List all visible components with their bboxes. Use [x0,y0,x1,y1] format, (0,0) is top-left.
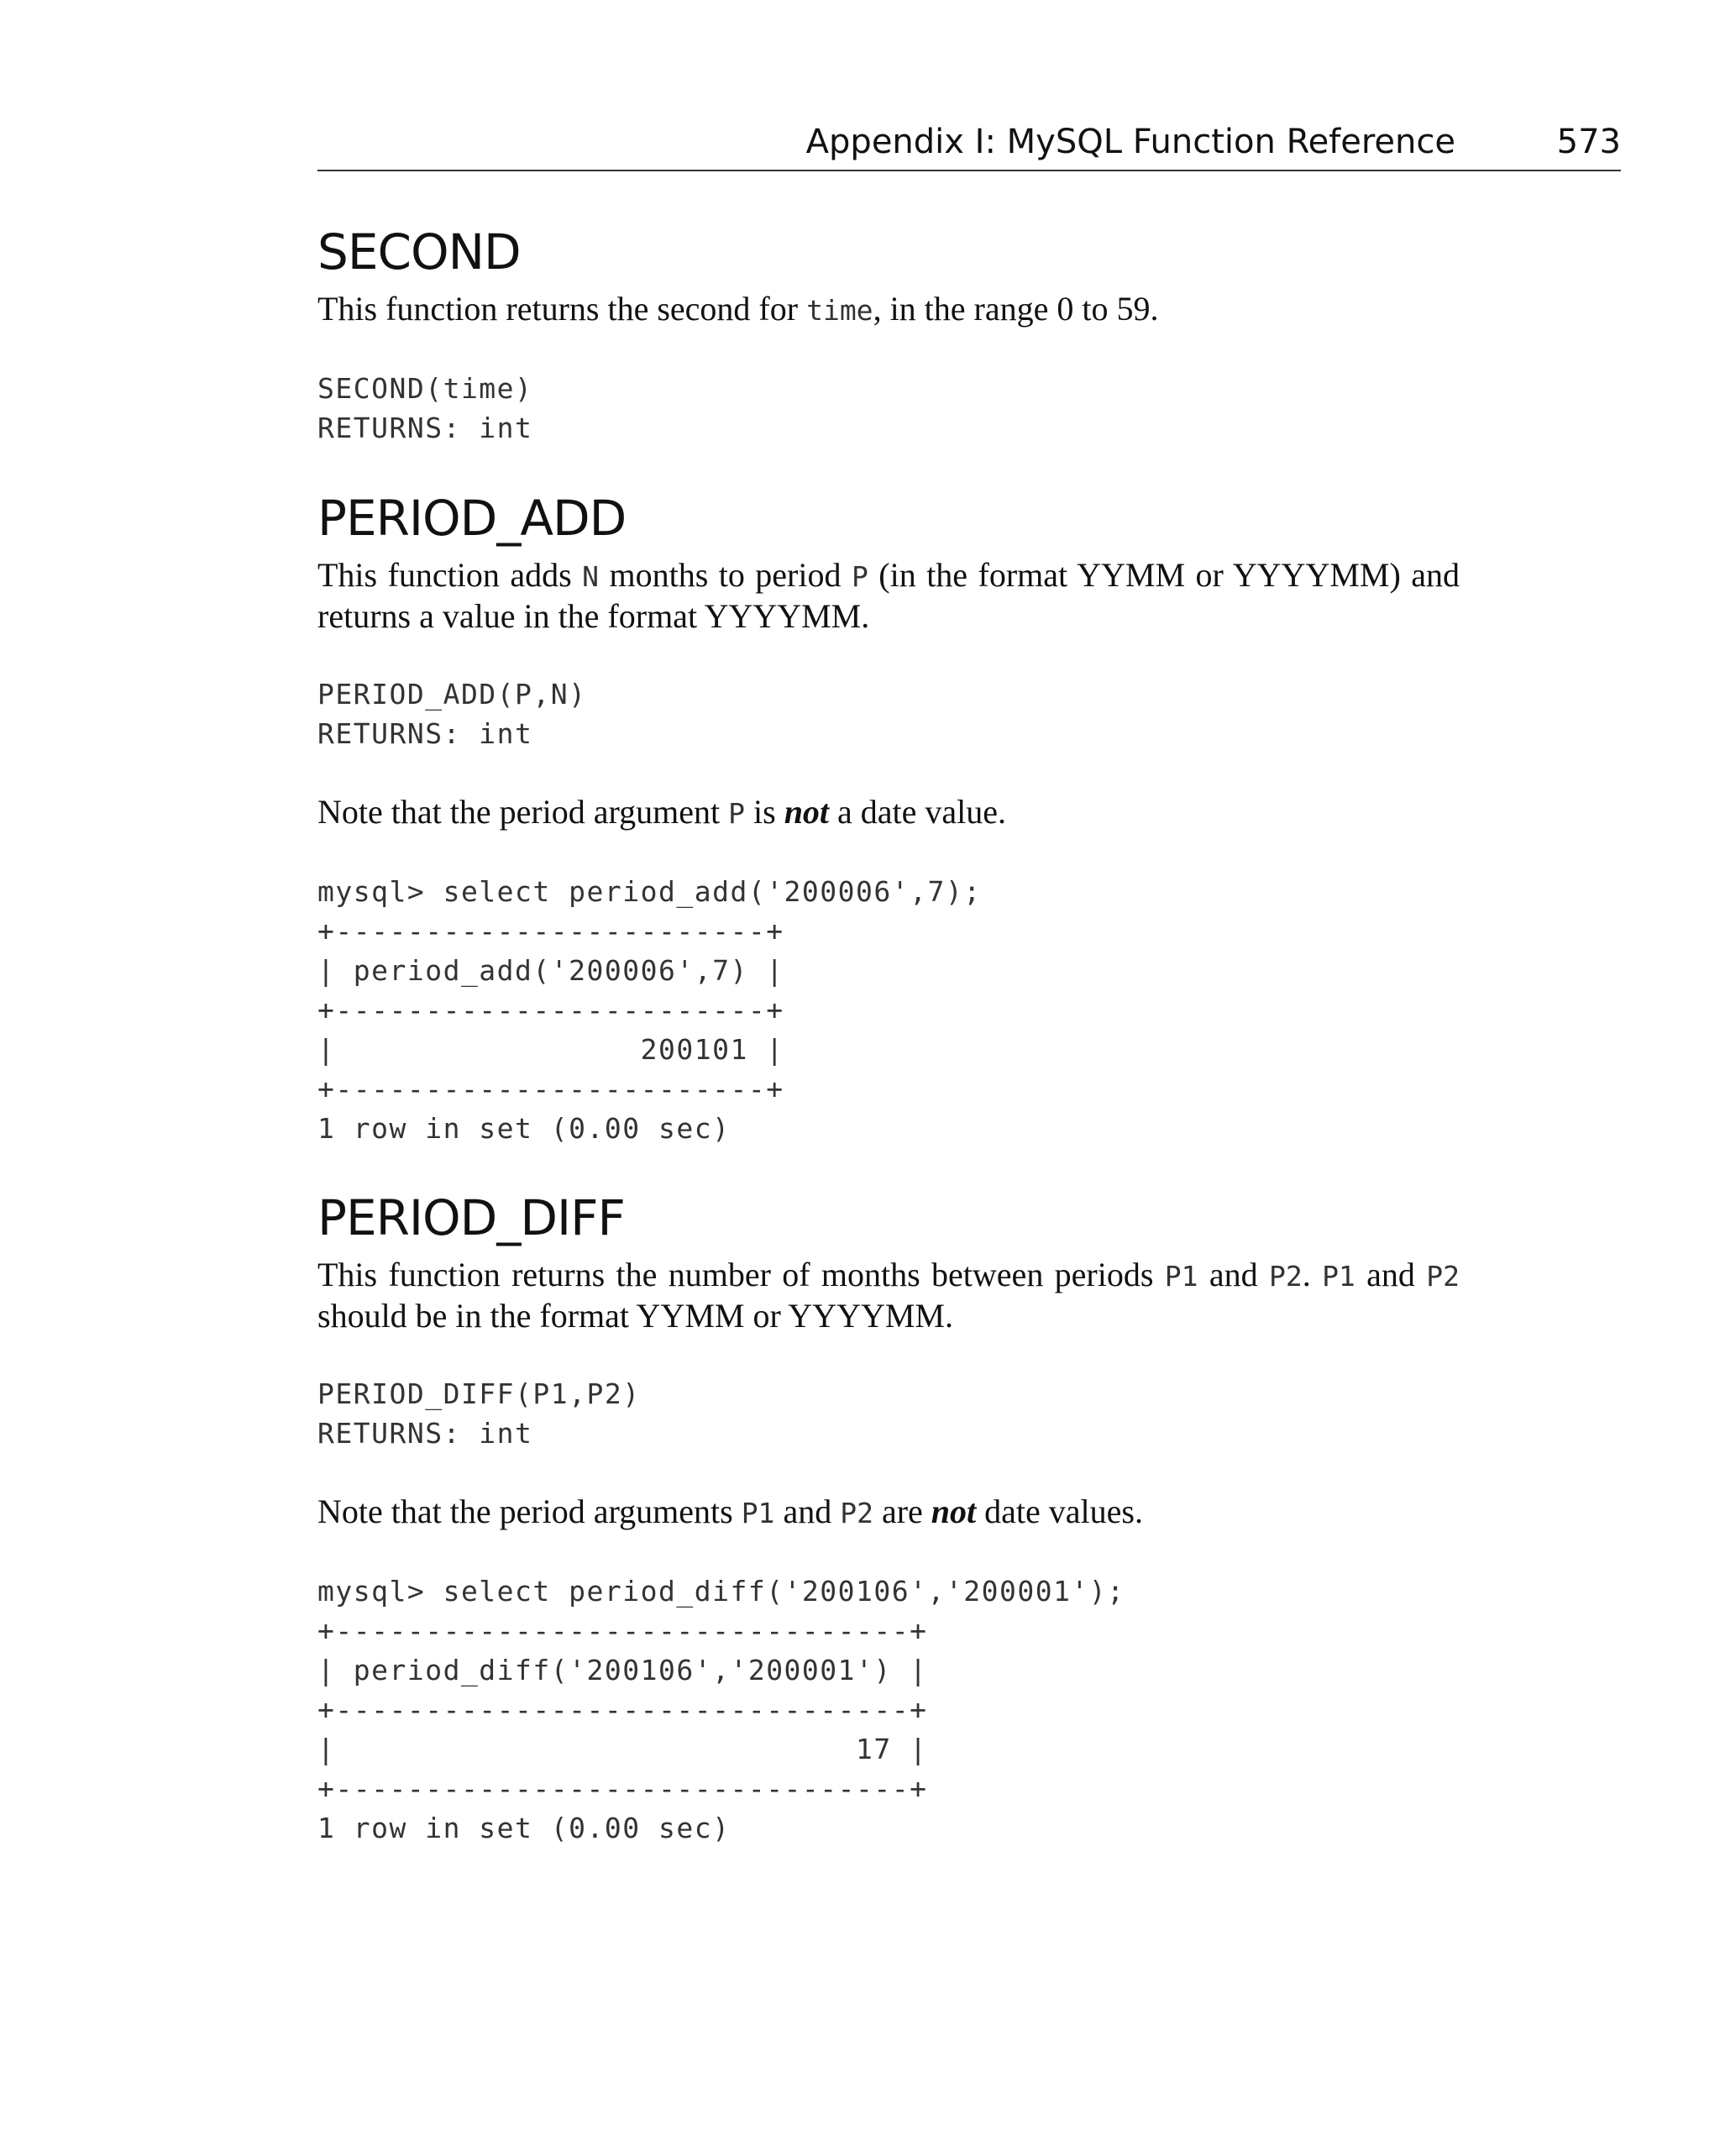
chapter-title: Appendix I: MySQL Function Reference [805,123,1455,161]
inline-code: P1 [1322,1260,1356,1293]
section-second [317,222,1460,448]
function-note: Note that the period arguments P1 and P2 are not date values. [317,1492,1143,1530]
page-number: 573 [1556,123,1621,161]
function-note: Note that the period argument P is not a date value. [317,793,1007,831]
section-heading: PERIOD_DIFF [317,1189,625,1246]
inline-code: P2 [1268,1260,1303,1293]
function-description: This function returns the second for time, in the range 0 to 59. [317,290,1159,328]
inline-code: P [728,797,745,830]
section-period-diff [317,1188,1460,1848]
function-syntax: PERIOD_DIFF(P1,P2) RETURNS: int [317,1377,641,1450]
example-output: mysql> select period_add('200006',7); +------------------------+ | period_add('200006',7) | +------------------------+ | 200101 | +------------------------+ 1 row in set (0.00 sec) [317,875,982,1145]
section-period-add [317,488,1460,1148]
inline-code: time [806,294,873,327]
example-output: mysql> select period_diff('200106','200001'); +--------------------------------+ | period_diff('200106','200001') | +--------------------------------+ | 17 | +--------------------------------+ 1 row in set (0.00 sec) [317,1575,1125,1844]
running-header [317,118,1621,171]
function-description: This function adds N months to period P (in the format YYMM or YYYYMM) and returns a value in the format YYYYMM. [317,556,1460,635]
section-heading: SECOND [317,223,521,281]
inline-code: P1 [741,1497,775,1529]
inline-code: P [851,560,868,593]
inline-code: N [582,560,599,593]
function-description: This function returns the number of months between periods P1 and P2. P1 and P2 should be in the format YYMM or YYYYMM. [317,1256,1460,1335]
section-heading: PERIOD_ADD [317,490,627,547]
inline-code: P2 [1426,1260,1460,1293]
function-syntax: PERIOD_ADD(P,N) RETURNS: int [317,678,587,750]
inline-code: P2 [840,1497,873,1529]
inline-code: P1 [1164,1260,1198,1293]
function-syntax: SECOND(time) RETURNS: int [317,372,533,444]
